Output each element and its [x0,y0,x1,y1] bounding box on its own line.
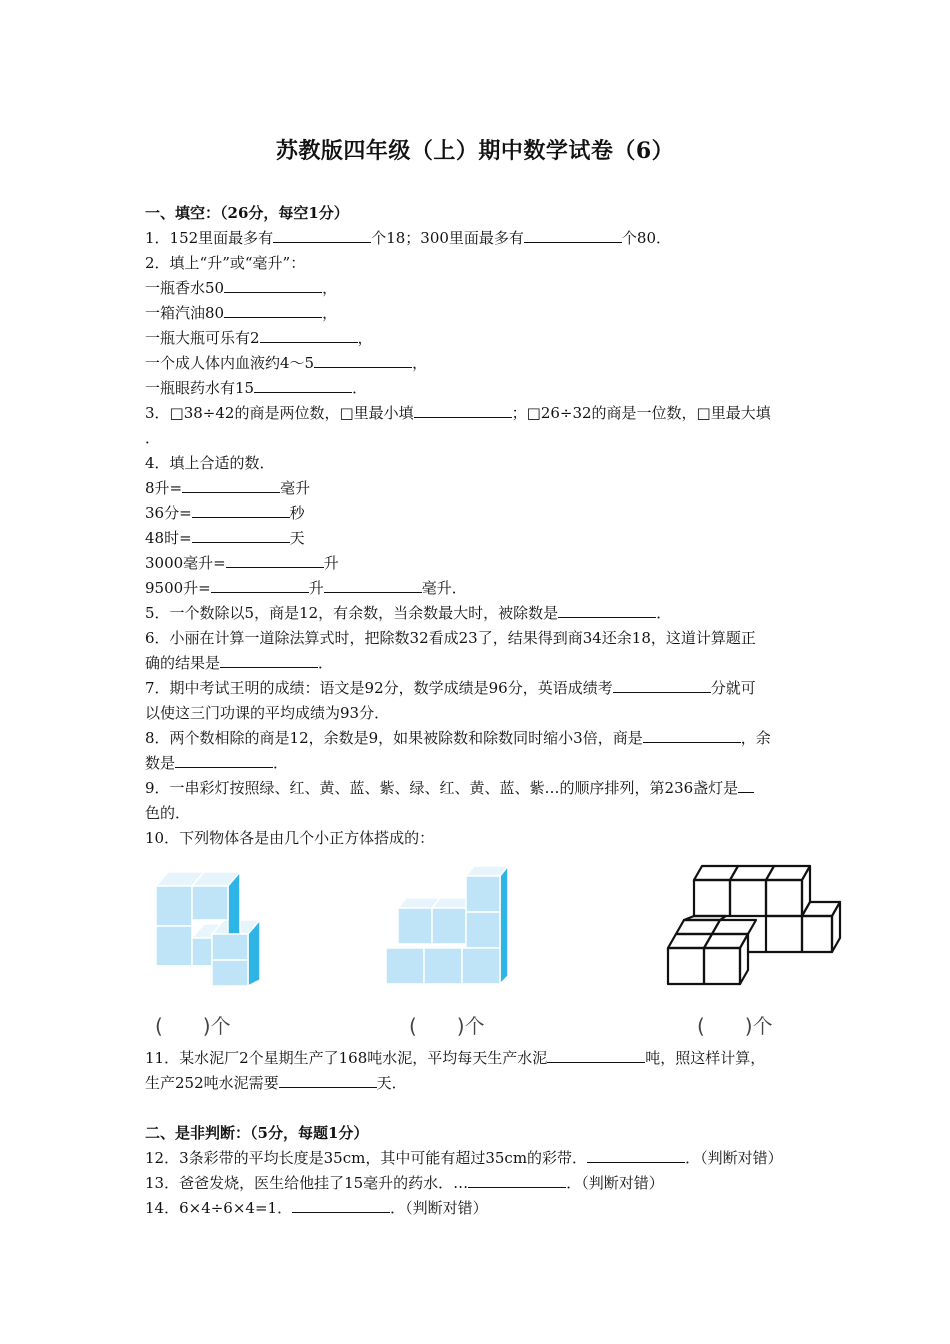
question-12 [145,1148,783,1168]
answer-blank[interactable] [182,478,280,493]
q2-item-end: ， [322,279,338,297]
q4-unit: 升 [308,579,324,597]
question-4-line [145,503,305,523]
cube-count-caption-2: ( )个 [409,1014,485,1038]
page-title: 苏教版四年级（上）期中数学试卷（6） [275,138,675,164]
q13-text: 13．爸爸发烧，医生给他挂了15毫升的药水．… [145,1174,469,1192]
q7-text: 7．期中考试王明的成绩：语文是92分，数学成绩是96分，英语成绩考 [145,679,613,697]
answer-blank[interactable] [547,1048,645,1063]
q1-text-b: 个18；300里面最多有 [371,229,524,247]
q13-end: ．（判断对错） [566,1174,664,1192]
q9-text: 9．一串彩灯按照绿、红、黄、蓝、紫、绿、红、黄、蓝、紫…的顺序排列，第236盏灯是 [145,779,739,797]
q8-text: 8．两个数相除的商是12，余数是9，如果被除数和除数同时缩小3倍，商是 [145,729,643,747]
question-11-line-1 [145,1048,765,1068]
question-4-line [145,578,467,598]
cube-figure-1 [148,868,276,1000]
q4-text: 8升= [145,479,183,497]
q2-item-text: 一瓶大瓶可乐有2 [145,329,260,347]
q8-end: ． [273,754,289,772]
cube-count-caption-3: ( )个 [697,1014,773,1038]
q5-end: ． [656,604,672,622]
answer-blank[interactable] [279,1073,377,1088]
answer-blank[interactable] [224,278,322,293]
q2-item-text: 一瓶香水50 [145,279,225,297]
answer-blank[interactable] [643,728,741,743]
question-7-line-1 [145,678,756,698]
answer-blank[interactable] [175,753,273,768]
section-heading-fill-in: 一、填空：（26分，每空1分） [145,204,349,222]
q2-item-text: 一个成人体内血液约4～5 [145,354,315,372]
question-13 [145,1173,664,1193]
q2-item-end: ， [412,354,428,372]
question-8-line-2 [145,753,288,773]
q4-unit: 毫升 [280,479,311,497]
answer-blank[interactable] [414,403,512,418]
answer-blank[interactable] [524,228,622,243]
q1-text-c: 个80． [621,229,671,247]
q11-end: 天． [376,1074,407,1092]
q12-end: ．（判断对错） [685,1149,783,1167]
cube-figure-3-blocks [668,866,840,984]
q4-unit: 毫升． [421,579,467,597]
q4-text: 3000毫升= [145,554,226,572]
q2-item-text: 一瓶眼药水有15 [145,379,255,397]
question-2-item [145,378,367,398]
question-1 [145,228,671,248]
q4-unit: 天 [289,529,305,547]
q6-end: ． [318,654,334,672]
cube-figure-3 [664,858,844,990]
question-4-line [145,553,339,573]
q11-text: 11．某水泥厂2个星期生产了168吨水泥，平均每天生产水泥 [145,1049,548,1067]
answer-blank[interactable] [324,578,422,593]
answer-blank[interactable] [587,1148,685,1163]
question-14 [145,1198,488,1218]
answer-blank[interactable] [224,303,322,318]
cube-figure-2 [382,862,514,992]
question-11-line-2 [145,1073,407,1093]
q11-text-b: 吨，照这样计算， [645,1049,766,1067]
q3-text-b: ；□26÷32的商是一位数，□里最大填 [511,404,771,422]
q2-item-end: ． [352,379,368,397]
question-2-item [145,328,373,348]
q6-text: 确的结果是 [145,654,221,672]
answer-blank[interactable] [211,578,309,593]
q2-item-end: ， [322,304,338,322]
question-2-item [145,353,427,373]
cube-count-caption-1: ( )个 [155,1014,231,1038]
question-9-line-1 [145,778,754,798]
answer-blank[interactable] [254,378,352,393]
q4-unit: 升 [323,554,339,572]
question-4-line [145,478,310,498]
cube-figure-1-blocks [156,872,260,986]
q2-item-text: 一箱汽油80 [145,304,225,322]
question-2-item [145,278,337,298]
question-4-intro: 4．填上合适的数． [145,454,275,472]
answer-blank[interactable] [292,1198,390,1213]
question-4-line [145,528,305,548]
q12-text: 12．3条彩带的平均长度是35cm，其中可能有超过35cm的彩带． [145,1149,588,1167]
q8-text-b: ，余 [740,729,771,747]
q3-text-a: 3．□38÷42的商是两位数，□里最小填 [145,404,414,422]
answer-blank[interactable] [192,528,290,543]
answer-blank[interactable] [468,1173,566,1188]
q2-item-end: ， [357,329,373,347]
q5-text: 5．一个数除以5，商是12，有余数，当余数最大时，被除数是 [145,604,559,622]
q14-text: 14．6×4÷6×4=1． [145,1199,293,1217]
question-10-intro: 10．下列物体各是由几个小正方体搭成的： [145,829,435,847]
question-3-end: ． [145,429,161,447]
section-heading-true-false: 二、是非判断：（5分，每题1分） [145,1124,369,1142]
question-2-intro: 2．填上“升”或“毫升”： [145,254,306,272]
question-8-line-1 [145,728,771,748]
question-5 [145,603,671,623]
q4-text: 36分= [145,504,192,522]
q7-text-b: 分就可 [710,679,756,697]
answer-blank[interactable] [260,328,358,343]
q4-unit: 秒 [289,504,305,522]
q11-text-c: 生产252吨水泥需要 [145,1074,279,1092]
q4-text: 48时= [145,529,192,547]
q4-text: 9500升= [145,579,211,597]
question-7-line-2: 以使这三门功课的平均成绩为93分． [145,704,390,722]
question-6-line-2 [145,653,333,673]
q1-text-a: 1．152里面最多有 [145,229,274,247]
answer-blank[interactable] [273,228,371,243]
question-9-line-2: 色的． [145,804,191,822]
answer-blank[interactable] [220,653,318,668]
answer-blank[interactable] [738,778,754,793]
answer-blank[interactable] [226,553,324,568]
question-3 [145,403,771,423]
q14-end: ．（判断对错） [390,1199,488,1217]
answer-blank[interactable] [192,503,290,518]
q8-text-c: 数是 [145,754,176,772]
question-6-line-1: 6．小丽在计算一道除法算式时，把除数32看成23了，结果得到商34还余18，这道计算题正 [145,629,756,647]
question-2-item [145,303,337,323]
answer-blank[interactable] [613,678,711,693]
cube-figure-2-blocks [386,866,508,984]
answer-blank[interactable] [558,603,656,618]
answer-blank[interactable] [314,353,412,368]
